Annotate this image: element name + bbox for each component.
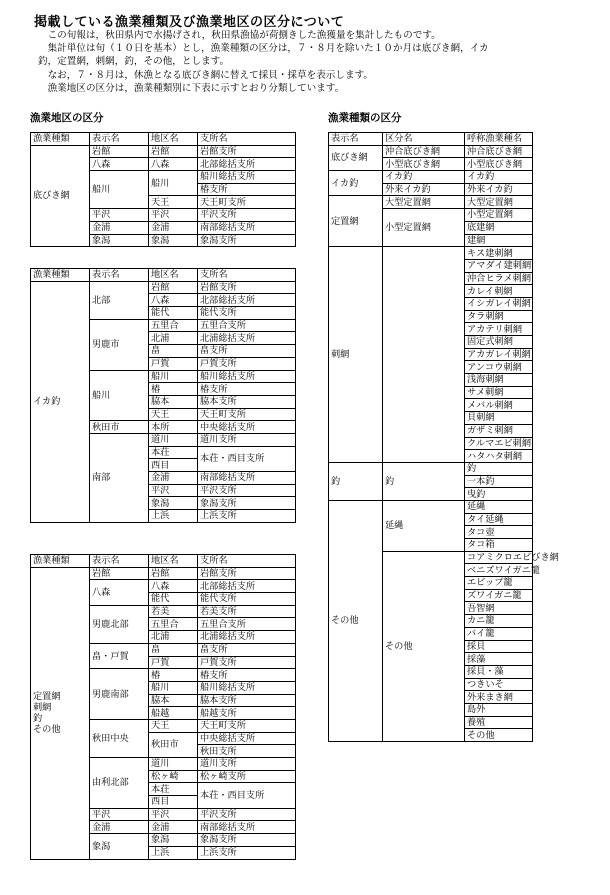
district-cell: 脇本 bbox=[149, 694, 198, 707]
fishery-type-label: 刺網 bbox=[33, 702, 52, 714]
category-cell: 延縄 bbox=[383, 500, 465, 551]
district-cell: 船川 bbox=[149, 370, 198, 383]
header-cell: 呼称漁業種名 bbox=[465, 133, 533, 146]
table-row bbox=[329, 171, 533, 184]
district-cell: 戸賀 bbox=[149, 357, 198, 370]
branch-cell: 北部総括支所 bbox=[198, 580, 296, 593]
type-name-cell: イカ釣 bbox=[329, 171, 383, 196]
display-name-cell: 畠・戸賀 bbox=[90, 643, 149, 668]
district-cell: 本荘 bbox=[149, 446, 198, 459]
district-cell: 天王 bbox=[149, 719, 198, 732]
branch-cell: 船川総括支所 bbox=[198, 681, 296, 694]
gear-cell: 延縄 bbox=[465, 500, 533, 513]
branch-cell: 岩館支所 bbox=[198, 567, 296, 580]
district-cell: 船川 bbox=[149, 681, 198, 694]
display-name-cell: 秋田市 bbox=[90, 421, 149, 434]
category-cell: 釣 bbox=[383, 462, 465, 500]
header-cell: 支所名 bbox=[198, 555, 296, 568]
district-cell: 脇本 bbox=[149, 395, 198, 408]
header-cell: 漁業種類 bbox=[31, 269, 90, 282]
district-cell: 五里合 bbox=[149, 618, 198, 631]
gear-cell: カニ籠 bbox=[465, 615, 533, 628]
category-cell: イカ釣 bbox=[383, 171, 465, 184]
branch-cell: 船川総括支所 bbox=[198, 171, 296, 184]
branch-cell: 北部総括支所 bbox=[198, 158, 296, 171]
type-name-cell: その他 bbox=[329, 500, 383, 741]
gear-cell: ハタハタ刺網 bbox=[465, 450, 533, 463]
district-cell: 椿 bbox=[149, 383, 198, 396]
gear-cell: メバル刺網 bbox=[465, 399, 533, 412]
header-cell: 漁業種類 bbox=[31, 555, 90, 568]
gear-cell: 島外 bbox=[465, 703, 533, 716]
display-name-cell: 南部 bbox=[90, 433, 149, 522]
district-cell: 本荘 bbox=[149, 783, 198, 796]
gear-cell: サメ刺網 bbox=[465, 386, 533, 399]
display-name-cell: 金浦 bbox=[90, 221, 149, 234]
display-name-cell: 由利北部 bbox=[90, 758, 149, 809]
gear-cell: エビップ籠 bbox=[465, 577, 533, 590]
district-cell: 本所 bbox=[149, 421, 198, 434]
gear-cell: コアミクロエビびき網 bbox=[465, 551, 533, 564]
table-row bbox=[31, 567, 296, 580]
display-name-cell: 男鹿市 bbox=[90, 319, 149, 370]
district-cell: 五里合 bbox=[149, 319, 198, 332]
district-cell: 岩館 bbox=[149, 281, 198, 294]
table-row bbox=[31, 281, 296, 294]
header-cell: 表示名 bbox=[329, 133, 383, 146]
gear-cell: アマダイ建刺網 bbox=[465, 259, 533, 272]
category-cell bbox=[383, 247, 465, 463]
branch-cell: 北部総括支所 bbox=[198, 294, 296, 307]
branch-cell: 畠支所 bbox=[198, 345, 296, 358]
branch-cell: 象潟支所 bbox=[198, 497, 296, 510]
branch-cell: 本荘・西目支所 bbox=[198, 446, 296, 471]
header-cell: 支所名 bbox=[198, 269, 296, 282]
display-name-cell: 船川 bbox=[90, 171, 149, 209]
gear-cell: アカガレイ刺網 bbox=[465, 348, 533, 361]
branch-cell: 天王町支所 bbox=[198, 196, 296, 209]
gear-cell: 採貝・藻 bbox=[465, 665, 533, 678]
district-cell: 平沢 bbox=[149, 484, 198, 497]
district-cell: 金浦 bbox=[149, 221, 198, 234]
branch-cell: 松ヶ崎支所 bbox=[198, 770, 296, 783]
header-cell: 表示名 bbox=[90, 555, 149, 568]
display-name-cell: 平沢 bbox=[90, 209, 149, 222]
branch-cell: 平沢支所 bbox=[198, 209, 296, 222]
gear-cell: タラ刺網 bbox=[465, 310, 533, 323]
fishery-type-label: 定置網 bbox=[33, 691, 61, 703]
table-row bbox=[329, 247, 533, 260]
header-cell: 表示名 bbox=[90, 269, 149, 282]
branch-cell: 南部総括支所 bbox=[198, 472, 296, 485]
branch-cell: 船越支所 bbox=[198, 707, 296, 720]
intro-line: なお，７・８月は，休漁となる底びき網に替えて採貝・採草を表示します。 bbox=[38, 69, 374, 81]
type-name-cell: 釣 bbox=[329, 462, 383, 500]
fishery-type-cell: 底びき網 bbox=[31, 145, 90, 247]
gear-cell: 貝刺網 bbox=[465, 412, 533, 425]
gear-cell: カレイ刺網 bbox=[465, 285, 533, 298]
gear-cell: 釣 bbox=[465, 462, 533, 475]
category-cell: 沖合底びき網 bbox=[383, 145, 465, 158]
display-name-cell: 北部 bbox=[90, 281, 149, 319]
district-cell: 象潟 bbox=[149, 834, 198, 847]
header-cell: 区分名 bbox=[383, 133, 465, 146]
district-cell: 上浜 bbox=[149, 846, 198, 859]
branch-cell: 中央総括支所 bbox=[198, 421, 296, 434]
district-cell: 能代 bbox=[149, 307, 198, 320]
gear-cell: 一本釣 bbox=[465, 475, 533, 488]
branch-cell: 天王町支所 bbox=[198, 408, 296, 421]
type-name-cell: 定置網 bbox=[329, 196, 383, 247]
district-cell: 八森 bbox=[149, 580, 198, 593]
branch-cell: 北浦総括支所 bbox=[198, 631, 296, 644]
gear-cell: キス建刺網 bbox=[465, 247, 533, 260]
area-table-trawl bbox=[30, 132, 296, 247]
branch-cell: 南部総括支所 bbox=[198, 221, 296, 234]
gear-cell: 建網 bbox=[465, 234, 533, 247]
display-name-cell: 八森 bbox=[90, 580, 149, 605]
display-name-cell: 象潟 bbox=[90, 834, 149, 859]
intro-line: この旬報は，秋田県内で水揚げされ，秋田県漁協が荷捌きした漁獲量を集計したものです。 bbox=[38, 30, 441, 41]
branch-cell: 若美支所 bbox=[198, 605, 296, 618]
district-cell: 道川 bbox=[149, 433, 198, 446]
display-name-cell: 岩館 bbox=[90, 145, 149, 158]
area-table-other bbox=[30, 554, 296, 860]
branch-cell: 道川支所 bbox=[198, 758, 296, 771]
gear-cell: 外来イカ釣 bbox=[465, 183, 533, 196]
branch-cell: 脇本支所 bbox=[198, 694, 296, 707]
district-cell: 松ヶ崎 bbox=[149, 770, 198, 783]
district-cell: 金浦 bbox=[149, 472, 198, 485]
gear-cell: アカテリ刺網 bbox=[465, 323, 533, 336]
branch-cell: 能代支所 bbox=[198, 593, 296, 606]
district-cell: 天王 bbox=[149, 408, 198, 421]
intro-line: 釣，定置網，刺網，釣，その他，とします。 bbox=[38, 56, 230, 68]
district-cell: 椿 bbox=[149, 669, 198, 682]
district-cell: 八森 bbox=[149, 158, 198, 171]
branch-cell: 畠支所 bbox=[198, 643, 296, 656]
display-name-cell: 船川 bbox=[90, 370, 149, 421]
table-header bbox=[31, 133, 296, 146]
header-cell: 地区名 bbox=[149, 133, 198, 146]
fishery-type-label: その他 bbox=[33, 724, 61, 736]
district-cell: 天王 bbox=[149, 196, 198, 209]
gear-cell: つきいそ bbox=[465, 678, 533, 691]
district-cell: 岩館 bbox=[149, 567, 198, 580]
display-name-cell: 金浦 bbox=[90, 821, 149, 834]
gear-cell: クルマエビ刺網 bbox=[465, 437, 533, 450]
branch-cell: 岩館支所 bbox=[198, 145, 296, 158]
gear-cell: 小型定置網 bbox=[465, 209, 533, 222]
district-cell: 船越 bbox=[149, 707, 198, 720]
header-cell: 漁業種類 bbox=[31, 133, 90, 146]
gear-cell: アンコウ刺網 bbox=[465, 361, 533, 374]
district-cell: 平沢 bbox=[149, 209, 198, 222]
branch-cell: 椿支所 bbox=[198, 669, 296, 682]
header-cell: 支所名 bbox=[198, 133, 296, 146]
area-section-heading: 漁業地区の区分 bbox=[30, 112, 104, 124]
gear-cell: 沖合底びき網 bbox=[465, 145, 533, 158]
branch-cell: 平沢支所 bbox=[198, 484, 296, 497]
display-name-cell: 平沢 bbox=[90, 808, 149, 821]
branch-cell: 椿支所 bbox=[198, 383, 296, 396]
district-cell: 西目 bbox=[149, 796, 198, 809]
table-row bbox=[31, 145, 296, 158]
district-cell: 船川 bbox=[149, 171, 198, 196]
gear-cell: タイ延縄 bbox=[465, 513, 533, 526]
gear-cell: タコ壺 bbox=[465, 526, 533, 539]
branch-cell: 五里合支所 bbox=[198, 618, 296, 631]
gear-cell: 小型底びき網 bbox=[465, 158, 533, 171]
branch-cell: 戸賀支所 bbox=[198, 357, 296, 370]
district-cell: 秋田市 bbox=[149, 732, 198, 757]
gear-cell: 養殖 bbox=[465, 716, 533, 729]
gear-cell: 採藻 bbox=[465, 653, 533, 666]
district-cell: 北浦 bbox=[149, 631, 198, 644]
district-cell: 金浦 bbox=[149, 821, 198, 834]
category-cell: 大型定置網 bbox=[383, 196, 465, 209]
table-row bbox=[329, 462, 533, 475]
gear-cell: 外来まき網 bbox=[465, 691, 533, 704]
branch-cell: 南部総括支所 bbox=[198, 821, 296, 834]
category-cell: その他 bbox=[383, 551, 465, 741]
category-cell: 小型定置網 bbox=[383, 209, 465, 247]
gear-cell: イシガレイ刺網 bbox=[465, 297, 533, 310]
gear-cell: その他 bbox=[465, 729, 533, 742]
gear-cell: 曳釣 bbox=[465, 488, 533, 501]
branch-cell: 平沢支所 bbox=[198, 808, 296, 821]
district-cell: 象潟 bbox=[149, 234, 198, 247]
table-row bbox=[329, 500, 533, 513]
gear-cell: 採貝 bbox=[465, 640, 533, 653]
district-cell: 平沢 bbox=[149, 808, 198, 821]
display-name-cell: 象潟 bbox=[90, 234, 149, 247]
branch-cell: 北浦総括支所 bbox=[198, 332, 296, 345]
category-cell: 小型底びき網 bbox=[383, 158, 465, 171]
district-cell: 畠 bbox=[149, 643, 198, 656]
gear-cell: タコ箱 bbox=[465, 539, 533, 552]
branch-cell: 能代支所 bbox=[198, 307, 296, 320]
branch-cell: 本荘・西目支所 bbox=[198, 783, 296, 808]
area-table-squid bbox=[30, 268, 296, 523]
display-name-cell: 岩館 bbox=[90, 567, 149, 580]
district-cell: 八森 bbox=[149, 294, 198, 307]
branch-cell: 脇本支所 bbox=[198, 395, 296, 408]
gear-cell: ベニズワイガニ籠 bbox=[465, 564, 533, 577]
type-name-cell: 刺網 bbox=[329, 247, 383, 463]
display-name-cell: 男鹿北部 bbox=[90, 605, 149, 643]
fishery-type-cell: イカ釣 bbox=[31, 281, 90, 522]
district-cell: 上浜 bbox=[149, 510, 198, 523]
gear-cell: 大型定置網 bbox=[465, 196, 533, 209]
district-cell: 象潟 bbox=[149, 497, 198, 510]
branch-cell: 戸賀支所 bbox=[198, 656, 296, 669]
gear-cell: 底建網 bbox=[465, 221, 533, 234]
branch-cell: 上浜支所 bbox=[198, 846, 296, 859]
branch-cell: 中央総括支所 bbox=[198, 732, 296, 745]
gear-cell: バイ籠 bbox=[465, 627, 533, 640]
intro-text bbox=[38, 29, 598, 95]
table-header bbox=[31, 269, 296, 282]
district-cell: 戸賀 bbox=[149, 656, 198, 669]
fishery-type-label: 釣 bbox=[33, 713, 43, 725]
header-cell: 地区名 bbox=[149, 555, 198, 568]
category-cell: 外来イカ釣 bbox=[383, 183, 465, 196]
district-cell: 畠 bbox=[149, 345, 198, 358]
display-name-cell: 秋田中央 bbox=[90, 719, 149, 757]
district-cell: 西目 bbox=[149, 459, 198, 472]
branch-cell: 船川総括支所 bbox=[198, 370, 296, 383]
gear-cell: 吾智網 bbox=[465, 602, 533, 615]
table-row bbox=[329, 145, 533, 158]
district-cell: 若美 bbox=[149, 605, 198, 618]
gear-cell: ズワイガニ籠 bbox=[465, 589, 533, 602]
district-cell: 道川 bbox=[149, 758, 198, 771]
branch-cell: 椿支所 bbox=[198, 183, 296, 196]
header-cell: 地区名 bbox=[149, 269, 198, 282]
district-cell: 岩館 bbox=[149, 145, 198, 158]
type-section-heading: 漁業種類の区分 bbox=[328, 112, 402, 124]
gear-cell: イカ釣 bbox=[465, 171, 533, 184]
branch-cell: 上浜支所 bbox=[198, 510, 296, 523]
gear-cell: 沖合ヒラメ刺網 bbox=[465, 272, 533, 285]
fishery-type-table bbox=[328, 132, 559, 742]
table-header bbox=[329, 133, 533, 146]
display-name-cell: 男鹿南部 bbox=[90, 669, 149, 720]
branch-cell: 象潟支所 bbox=[198, 234, 296, 247]
table-header bbox=[31, 555, 296, 568]
fishery-type-cell bbox=[31, 567, 90, 859]
intro-line: 漁業地区の区分は，漁業種類別に下表に示すとおり分類しています。 bbox=[38, 82, 345, 94]
district-cell: 能代 bbox=[149, 593, 198, 606]
branch-cell: 天王町支所 bbox=[198, 719, 296, 732]
display-name-cell: 八森 bbox=[90, 158, 149, 171]
table-row bbox=[329, 196, 533, 209]
type-name-cell: 底びき網 bbox=[329, 145, 383, 170]
gear-cell: 浅海刺網 bbox=[465, 374, 533, 387]
branch-cell: 五里合支所 bbox=[198, 319, 296, 332]
gear-cell: ガザミ刺網 bbox=[465, 424, 533, 437]
branch-cell: 象潟支所 bbox=[198, 834, 296, 847]
page-title: 掲載している漁業種類及び漁業地区の区分について bbox=[34, 15, 345, 30]
branch-cell: 秋田支所 bbox=[198, 745, 296, 758]
branch-cell: 岩館支所 bbox=[198, 281, 296, 294]
branch-cell: 道川支所 bbox=[198, 433, 296, 446]
intro-line: 集計単位は旬（１０日を基本）とし，漁業種類の区分は，７・８月を除いた１０か月は底びき網，イカ bbox=[38, 43, 489, 55]
header-cell: 表示名 bbox=[90, 133, 149, 146]
gear-cell: 固定式刺網 bbox=[465, 336, 533, 349]
district-cell: 北浦 bbox=[149, 332, 198, 345]
